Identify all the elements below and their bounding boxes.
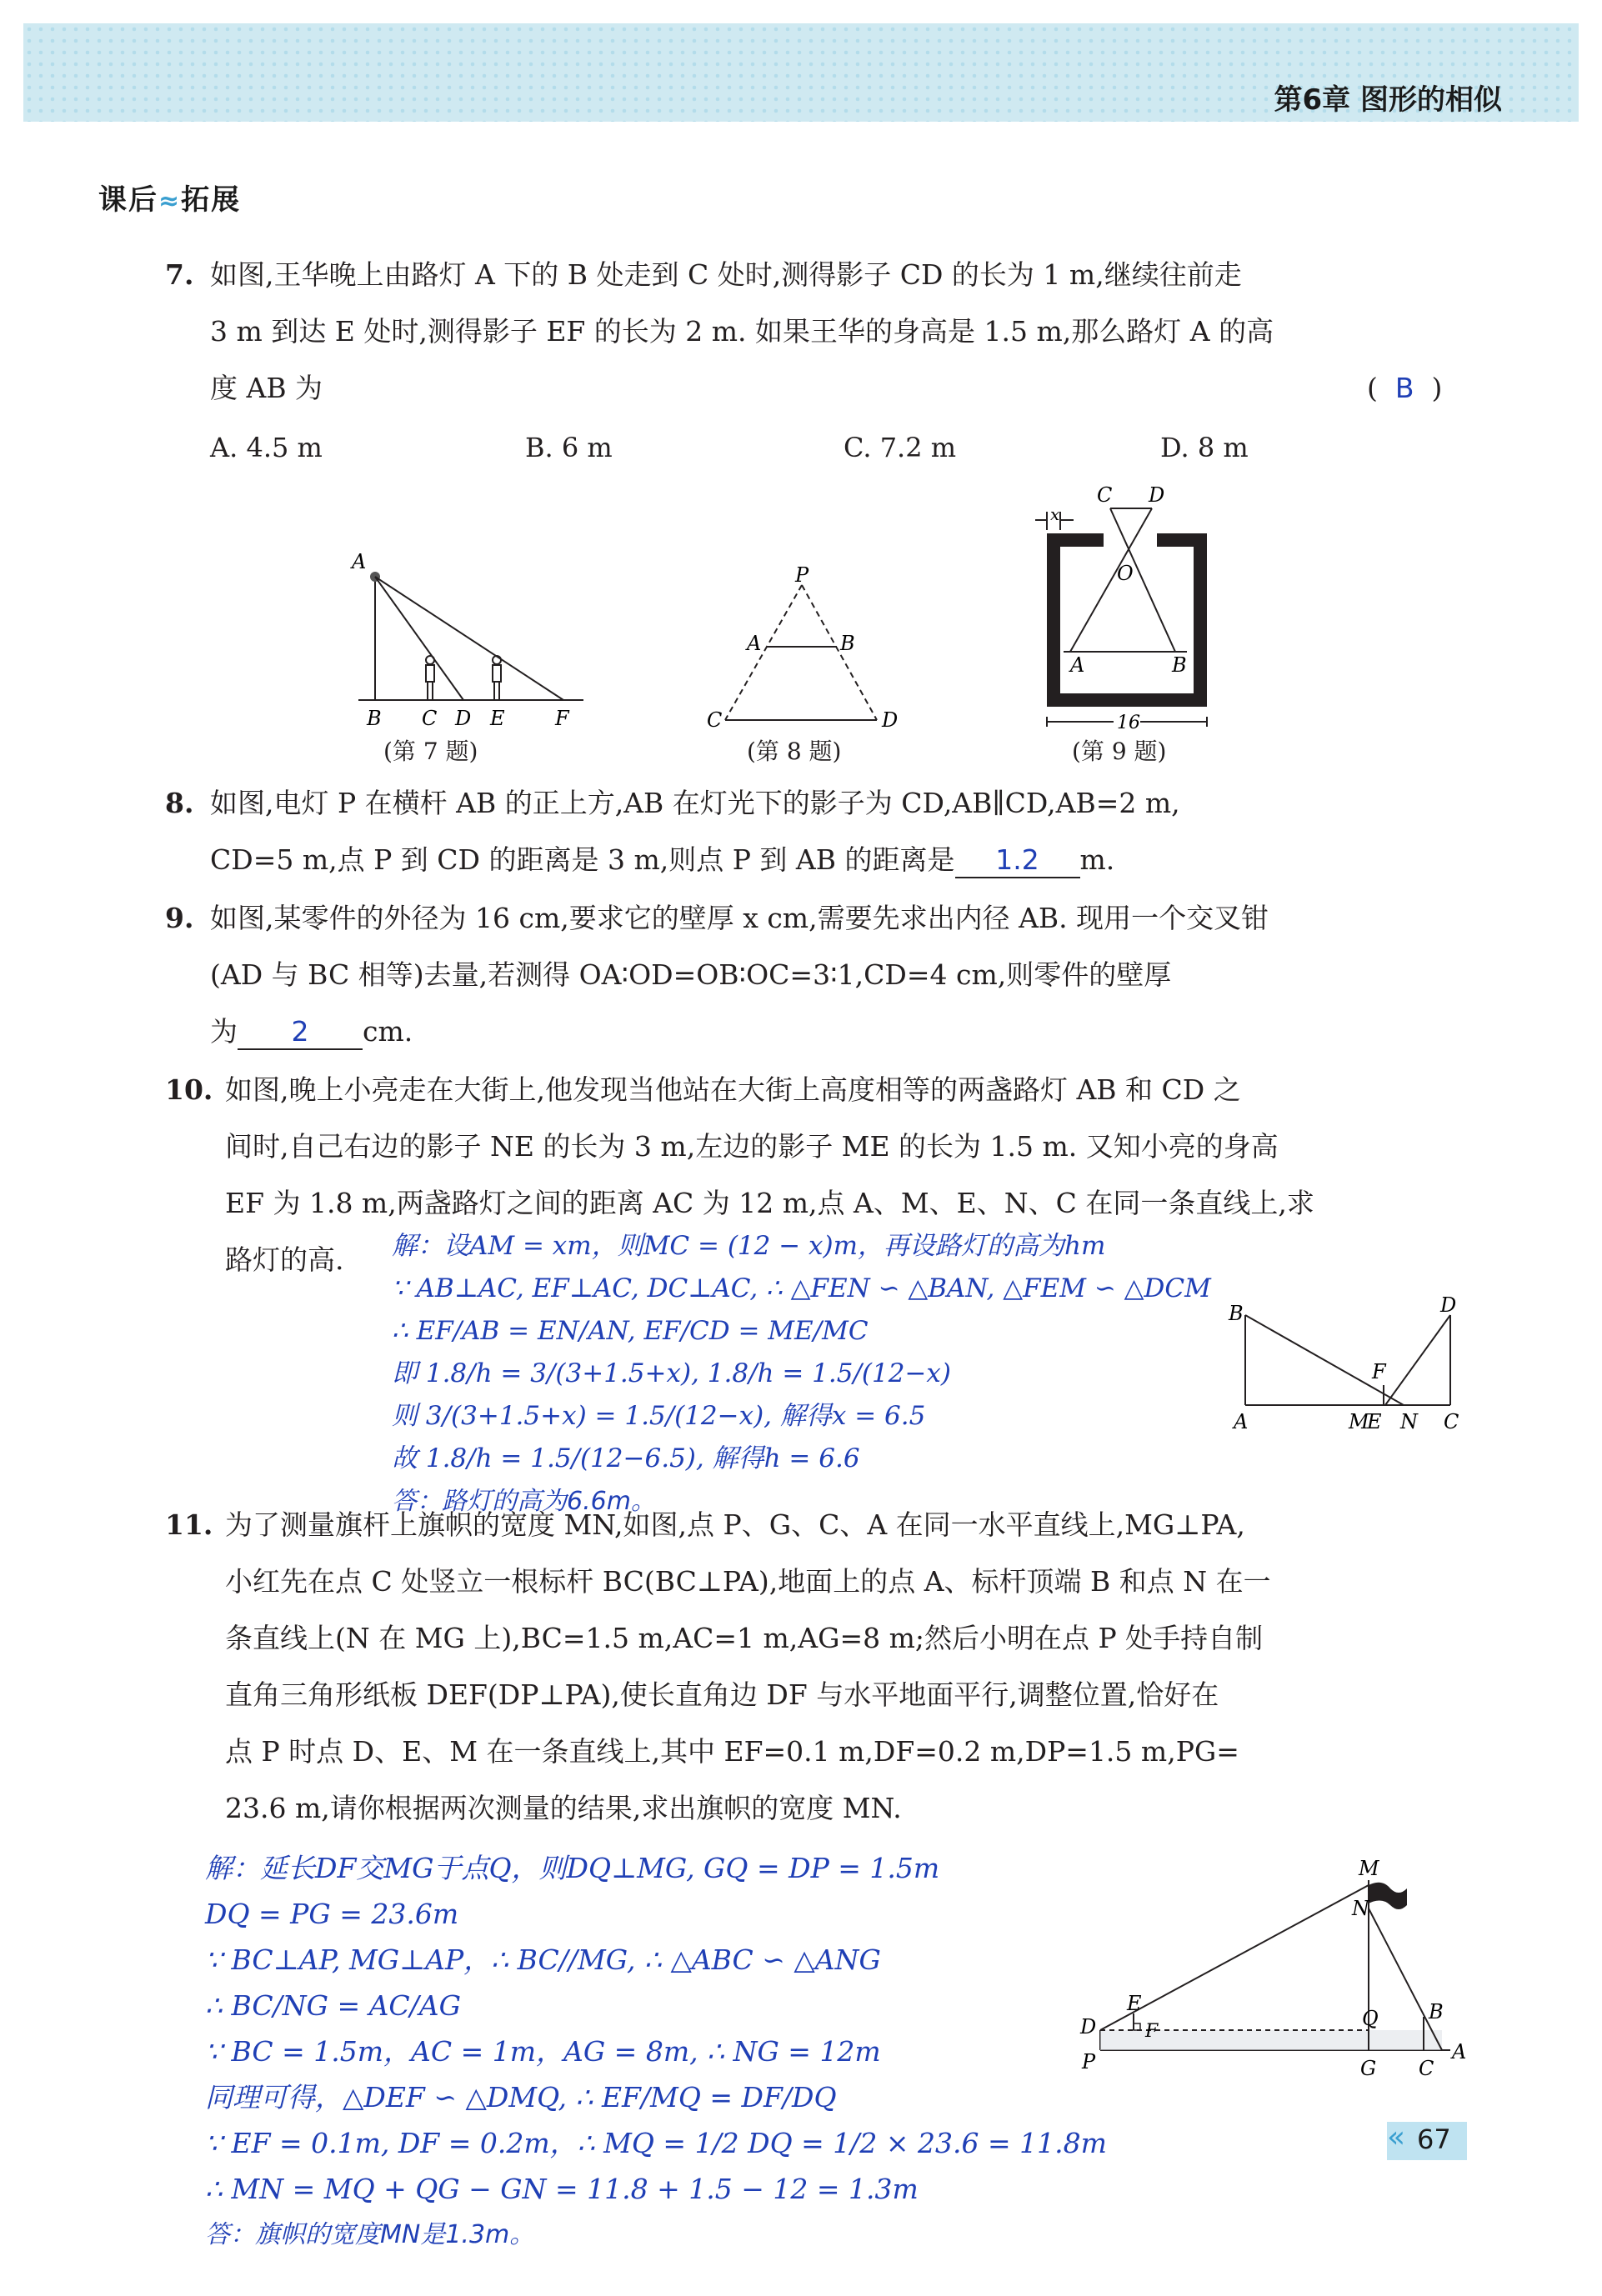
q11-line: 23.6 m,请你根据两次测量的结果,求出旗帜的宽度 MN. [225, 1792, 902, 1824]
q11-sol-line: 答：旗帜的宽度MN是1.3m。 [205, 2220, 535, 2249]
q11-line: 条直线上(N 在 MG 上),BC=1.5 m,AC=1 m,AG=8 m;然后小明在点 P 处手持自制 [225, 1622, 1264, 1654]
label-D: D [882, 708, 899, 732]
label-G: G [1360, 2057, 1377, 2080]
q7-line: 如图,王华晚上由路灯 A 下的 B 处走到 C 处时,测得影子 CD 的长为 1 m,继续往前走 [210, 258, 1242, 291]
q9-line2: (AD 与 BC 相等)去量,若测得 OA∶OD=OB∶OC=3∶1,CD=4 cm,则零件的壁厚 [210, 958, 1172, 991]
figure-8-caption: (第 8 题) [747, 738, 842, 765]
label-E: E [1367, 1410, 1382, 1433]
ray-right [802, 585, 877, 720]
label-B: B [1429, 2000, 1444, 2023]
q11-line: 直角三角形纸板 DEF(DP⊥PA),使长直角边 DF 与水平地面平行,调整位置,恰好在 [225, 1678, 1219, 1711]
light-ray-2 [375, 577, 563, 700]
q11-sol-line: DQ = PG = 23.6m [205, 1898, 459, 1930]
label-D: D [1440, 1293, 1457, 1317]
label-N: N [1400, 1410, 1418, 1433]
label-A: A [747, 632, 762, 655]
chapter-title: 第6章 图形的相似 [1274, 83, 1502, 117]
person-2 [493, 656, 501, 700]
q11-number: 11. [165, 1508, 213, 1541]
q11-line: 为了测量旗杆上旗帜的宽度 MN,如图,点 P、G、C、A 在同一水平直线上,MG⊥PA, [225, 1508, 1245, 1541]
section-tag-right: 拓展 [181, 183, 242, 217]
label-x: x [1050, 504, 1060, 524]
q7-choice-b: B. 6 m [525, 432, 613, 463]
figure-9-caption: (第 9 题) [1072, 738, 1167, 765]
q7-choice-d: D. 8 m [1160, 432, 1249, 463]
q8-number: 8. [165, 787, 194, 819]
q7-text [210, 247, 1477, 417]
q7-choice-c: C. 7.2 m [844, 432, 957, 463]
label-P: P [795, 567, 809, 587]
label-M: M [1349, 1410, 1369, 1433]
q11-sol-line: ∴ MN = MQ + QG − GN = 11.8 + 1.5 − 12 = 1.3m [205, 2173, 919, 2205]
q10-sol-line: 故 1.8/h = 1.5/(12−6.5), 解得h = 6.6 [392, 1443, 860, 1473]
label-C: C [1419, 2057, 1434, 2080]
label-C: C [1097, 483, 1113, 507]
figure-7 [350, 550, 592, 733]
figure-10 [1225, 1292, 1475, 1442]
q10-line: 如图,晚上小亮走在大街上,他发现当他站在大街上高度相等的两盏路灯 AB 和 CD 之 [225, 1073, 1241, 1106]
q10-line: 间时,自己右边的影子 NE 的长为 3 m,左边的影子 ME 的长为 1.5 m. 又知小亮的身高 [225, 1130, 1279, 1163]
q11-solution [205, 1845, 1122, 2258]
q8-text [210, 775, 1494, 888]
label-B: B [1229, 1302, 1244, 1325]
label-C: C [422, 707, 438, 730]
figure-9 [1034, 482, 1234, 732]
label-O: O [1117, 562, 1134, 585]
q8-line2: CD=5 m,点 P 到 CD 的距离是 3 m,则点 P 到 AB 的距离是 1.2 m. [210, 832, 1494, 888]
q7-number: 7. [165, 258, 194, 291]
light-ray-1 [375, 577, 463, 700]
label-E: E [490, 707, 505, 730]
label-D: D [1149, 483, 1165, 507]
q11-sol-line: 解：延长DF交MG于点Q，则DQ⊥MG, GQ = DP = 1.5m [205, 1852, 940, 1884]
page-number: 67 [1417, 2123, 1451, 2155]
q11-sol-line: ∵ BC⊥AP, MG⊥AP，∴ BC//MG, ∴ △ABC ∽ △ANG [205, 1943, 881, 1976]
q9-line1: 如图,某零件的外径为 16 cm,要求它的壁厚 x cm,需要先求出内径 AB. 现用一个交叉钳 [210, 902, 1269, 934]
label-B: B [367, 707, 382, 730]
person-1 [426, 656, 434, 700]
label-F: F [1372, 1360, 1386, 1383]
q9-text [210, 890, 1494, 1060]
label-E: E [1127, 1992, 1142, 2015]
q10-sol-line: 即 1.8/h = 3/(3+1.5+x), 1.8/h = 1.5/(12−x) [392, 1358, 951, 1388]
label-A: A [352, 550, 367, 573]
q9-answer: 2 [291, 1015, 309, 1048]
q7-answer: B [1394, 372, 1414, 404]
q10-solution [392, 1225, 1225, 1523]
q11-sol-line: ∵ BC = 1.5m，AC = 1m，AG = 8m, ∴ NG = 12m [205, 2035, 881, 2068]
q11-sol-line: 同理可得，△DEF ∽ △DMQ, ∴ EF/MQ = DF/DQ [205, 2081, 837, 2113]
q10-sol-line: 解：设AM = xm，则MC = (12 − x)m，再设路灯的高为hm [392, 1231, 1106, 1261]
q10-sol-line: 答：路灯的高为6.6m。 [392, 1487, 656, 1516]
q11-line: 小红先在点 C 处竖立一根标杆 BC(BC⊥PA),地面上的点 A、标杆顶端 B 和点 N 在一 [225, 1565, 1271, 1598]
q7-line: 3 m 到达 E 处时,测得影子 EF 的长为 2 m. 如果王华的身高是 1.5 m,那么路灯 A 的高 [210, 315, 1274, 348]
q10-line: EF 为 1.8 m,两盏路灯之间的距离 AC 为 12 m,点 A、M、E、N、C 在同一条直线上,求 [225, 1187, 1314, 1219]
label-F: F [1145, 2021, 1159, 2042]
label-B: B [840, 632, 855, 655]
label-F: F [555, 707, 569, 730]
q10-sol-line: ∵ AB⊥AC, EF⊥AC, DC⊥AC, ∴ △FEN ∽ △BAN, △FEM ∽ △DCM [392, 1273, 1211, 1303]
label-D: D [455, 707, 472, 730]
q8-answer: 1.2 [995, 843, 1039, 876]
label-C: C [707, 708, 723, 732]
label-D: D [1080, 2015, 1097, 2038]
q11-line: 点 P 时点 D、E、M 在一条直线上,其中 EF=0.1 m,DF=0.2 m,DP=1.5 m,PG= [225, 1735, 1239, 1768]
section-tag-left: 课后 [98, 183, 158, 217]
q7-line: 度 AB 为 [210, 372, 323, 404]
label-A: A [1234, 1410, 1249, 1433]
q7-choice-a: A. 4.5 m [210, 432, 323, 463]
figure-7-caption: (第 7 题) [383, 738, 478, 765]
q11-text [225, 1497, 1475, 1837]
label-N: N [1352, 1897, 1369, 1920]
q10-sol-line: 则 3/(3+1.5+x) = 1.5/(12−x), 解得x = 6.5 [392, 1401, 926, 1431]
q11-sol-line: ∴ BC/NG = AC/AG [205, 1989, 461, 2022]
right-angle-mark [1134, 2023, 1140, 2030]
q10-sol-line: ∴ EF/AB = EN/AN, EF/CD = ME/MC [392, 1316, 869, 1346]
label-M: M [1359, 1857, 1379, 1880]
section-tag [98, 177, 241, 218]
q11-sol-line: ∵ EF = 0.1m, DF = 0.2m，∴ MQ = 1/2 DQ = 1/2 × 23.6 = 11.8m [205, 2127, 1107, 2159]
q10-line: 路灯的高. [225, 1243, 344, 1276]
tong-BC [1070, 508, 1152, 652]
section-tag-wave: ≈ [158, 187, 182, 216]
flag [1369, 1883, 1407, 1909]
q7-answer-paren: ( B ) [1367, 372, 1443, 404]
ray-DM [1385, 1315, 1450, 1405]
label-16: 16 [1117, 713, 1140, 732]
part-wall [1047, 533, 1207, 707]
line-NA [1369, 1908, 1442, 2050]
chevrons-left-icon: « [1387, 2120, 1406, 2154]
figure-8 [700, 567, 909, 733]
label-C: C [1444, 1410, 1459, 1433]
figure-11 [1075, 1855, 1475, 2088]
label-A: A [1452, 2040, 1467, 2063]
ray-left [725, 585, 802, 720]
q9-line3: 为 2 cm. [210, 1003, 1494, 1060]
label-P: P [1082, 2050, 1096, 2073]
label-Q: Q [1362, 2007, 1379, 2030]
label-B: B [1172, 653, 1187, 677]
q8-line1: 如图,电灯 P 在横杆 AB 的正上方,AB 在灯光下的影子为 CD,AB∥CD,AB=2 m, [210, 787, 1180, 819]
label-A: A [1070, 653, 1085, 677]
q9-number: 9. [165, 902, 194, 934]
q10-number: 10. [165, 1073, 213, 1106]
